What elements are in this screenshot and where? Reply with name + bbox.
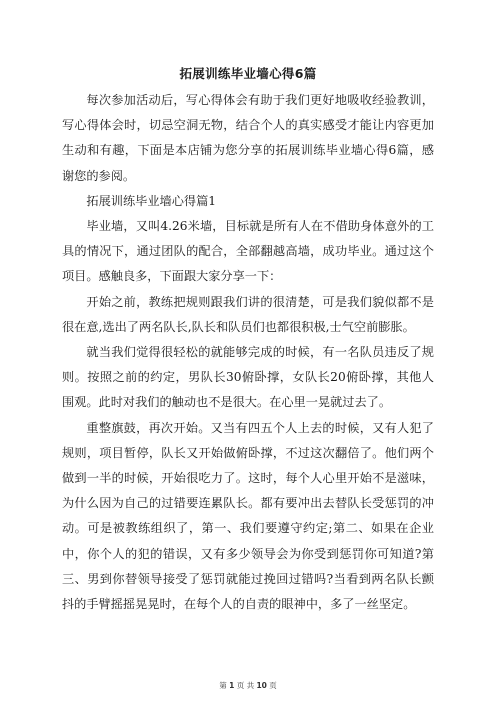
paragraph: 开始之前，教练把规则跟我们讲的很清楚，可是我们貌似都不是很在意,选出了两名队长,队长和队员们也都很积极,士气空前膨胀。 (62, 294, 434, 334)
paragraph-intro: 每次参加活动后，写心得体会有助于我们更好地吸收经验教训，写心得体会时，切忌空洞无物，结合个人的真实感受才能让内容更加生动和有趣，下面是本店铺为您分享的拓展训练毕业墙心得6篇，感谢您的参阅。 (62, 93, 434, 183)
total-page-number: 10 (256, 681, 267, 690)
paragraph: 就当我们觉得很轻松的就能够完成的时候，有一名队员违反了规则。按照之前的约定，男队长30俯卧撑，女队长20俯卧撑，其他人围观。此时对我们的触动也不是很大。在心里一晃就过去了。 (62, 345, 434, 410)
document-body (62, 88, 434, 617)
section-heading: 拓展训练毕业墙心得篇1 (86, 193, 217, 208)
page-footer (0, 680, 496, 691)
document-title: 拓展训练毕业墙心得6篇 (179, 66, 317, 81)
paragraph: 重整旗鼓，再次开始。又当有四五个人上去的时候，又有人犯了规则，项目暂停，队长又开始做俯卧撑，不过这次翻倍了。他们两个做到一半的时候，开始很吃力了。这时，每个人心里开始不是滋味，为什么因为自己的过错要连累队长。都有要冲出去替队长受惩罚的冲动。可是被教练组织了，第一、我们要遵守约定;第二、如果在企业中，你个人的犯的错误，又有多少领导会为你受到惩罚你可知道?第三、男到你替领导接受了惩罚就能过挽回过错吗?当看到两名队长颤抖的手臂摇摇晃晃时，在每个人的自责的眼神中，多了一丝坚定。 (62, 420, 434, 612)
paragraph: 毕业墙，又叫4.26米墙，目标就是所有人在不借助身体意外的工具的情况下，通过团队的配合，全部翻越高墙，成功毕业。通过这个项目。感触良多，下面跟大家分享一下： (62, 219, 434, 284)
footer-middle: 页 共 (236, 681, 255, 690)
footer-suffix: 页 (269, 681, 277, 690)
footer-prefix: 第 (219, 681, 227, 690)
current-page-number: 1 (229, 681, 235, 690)
